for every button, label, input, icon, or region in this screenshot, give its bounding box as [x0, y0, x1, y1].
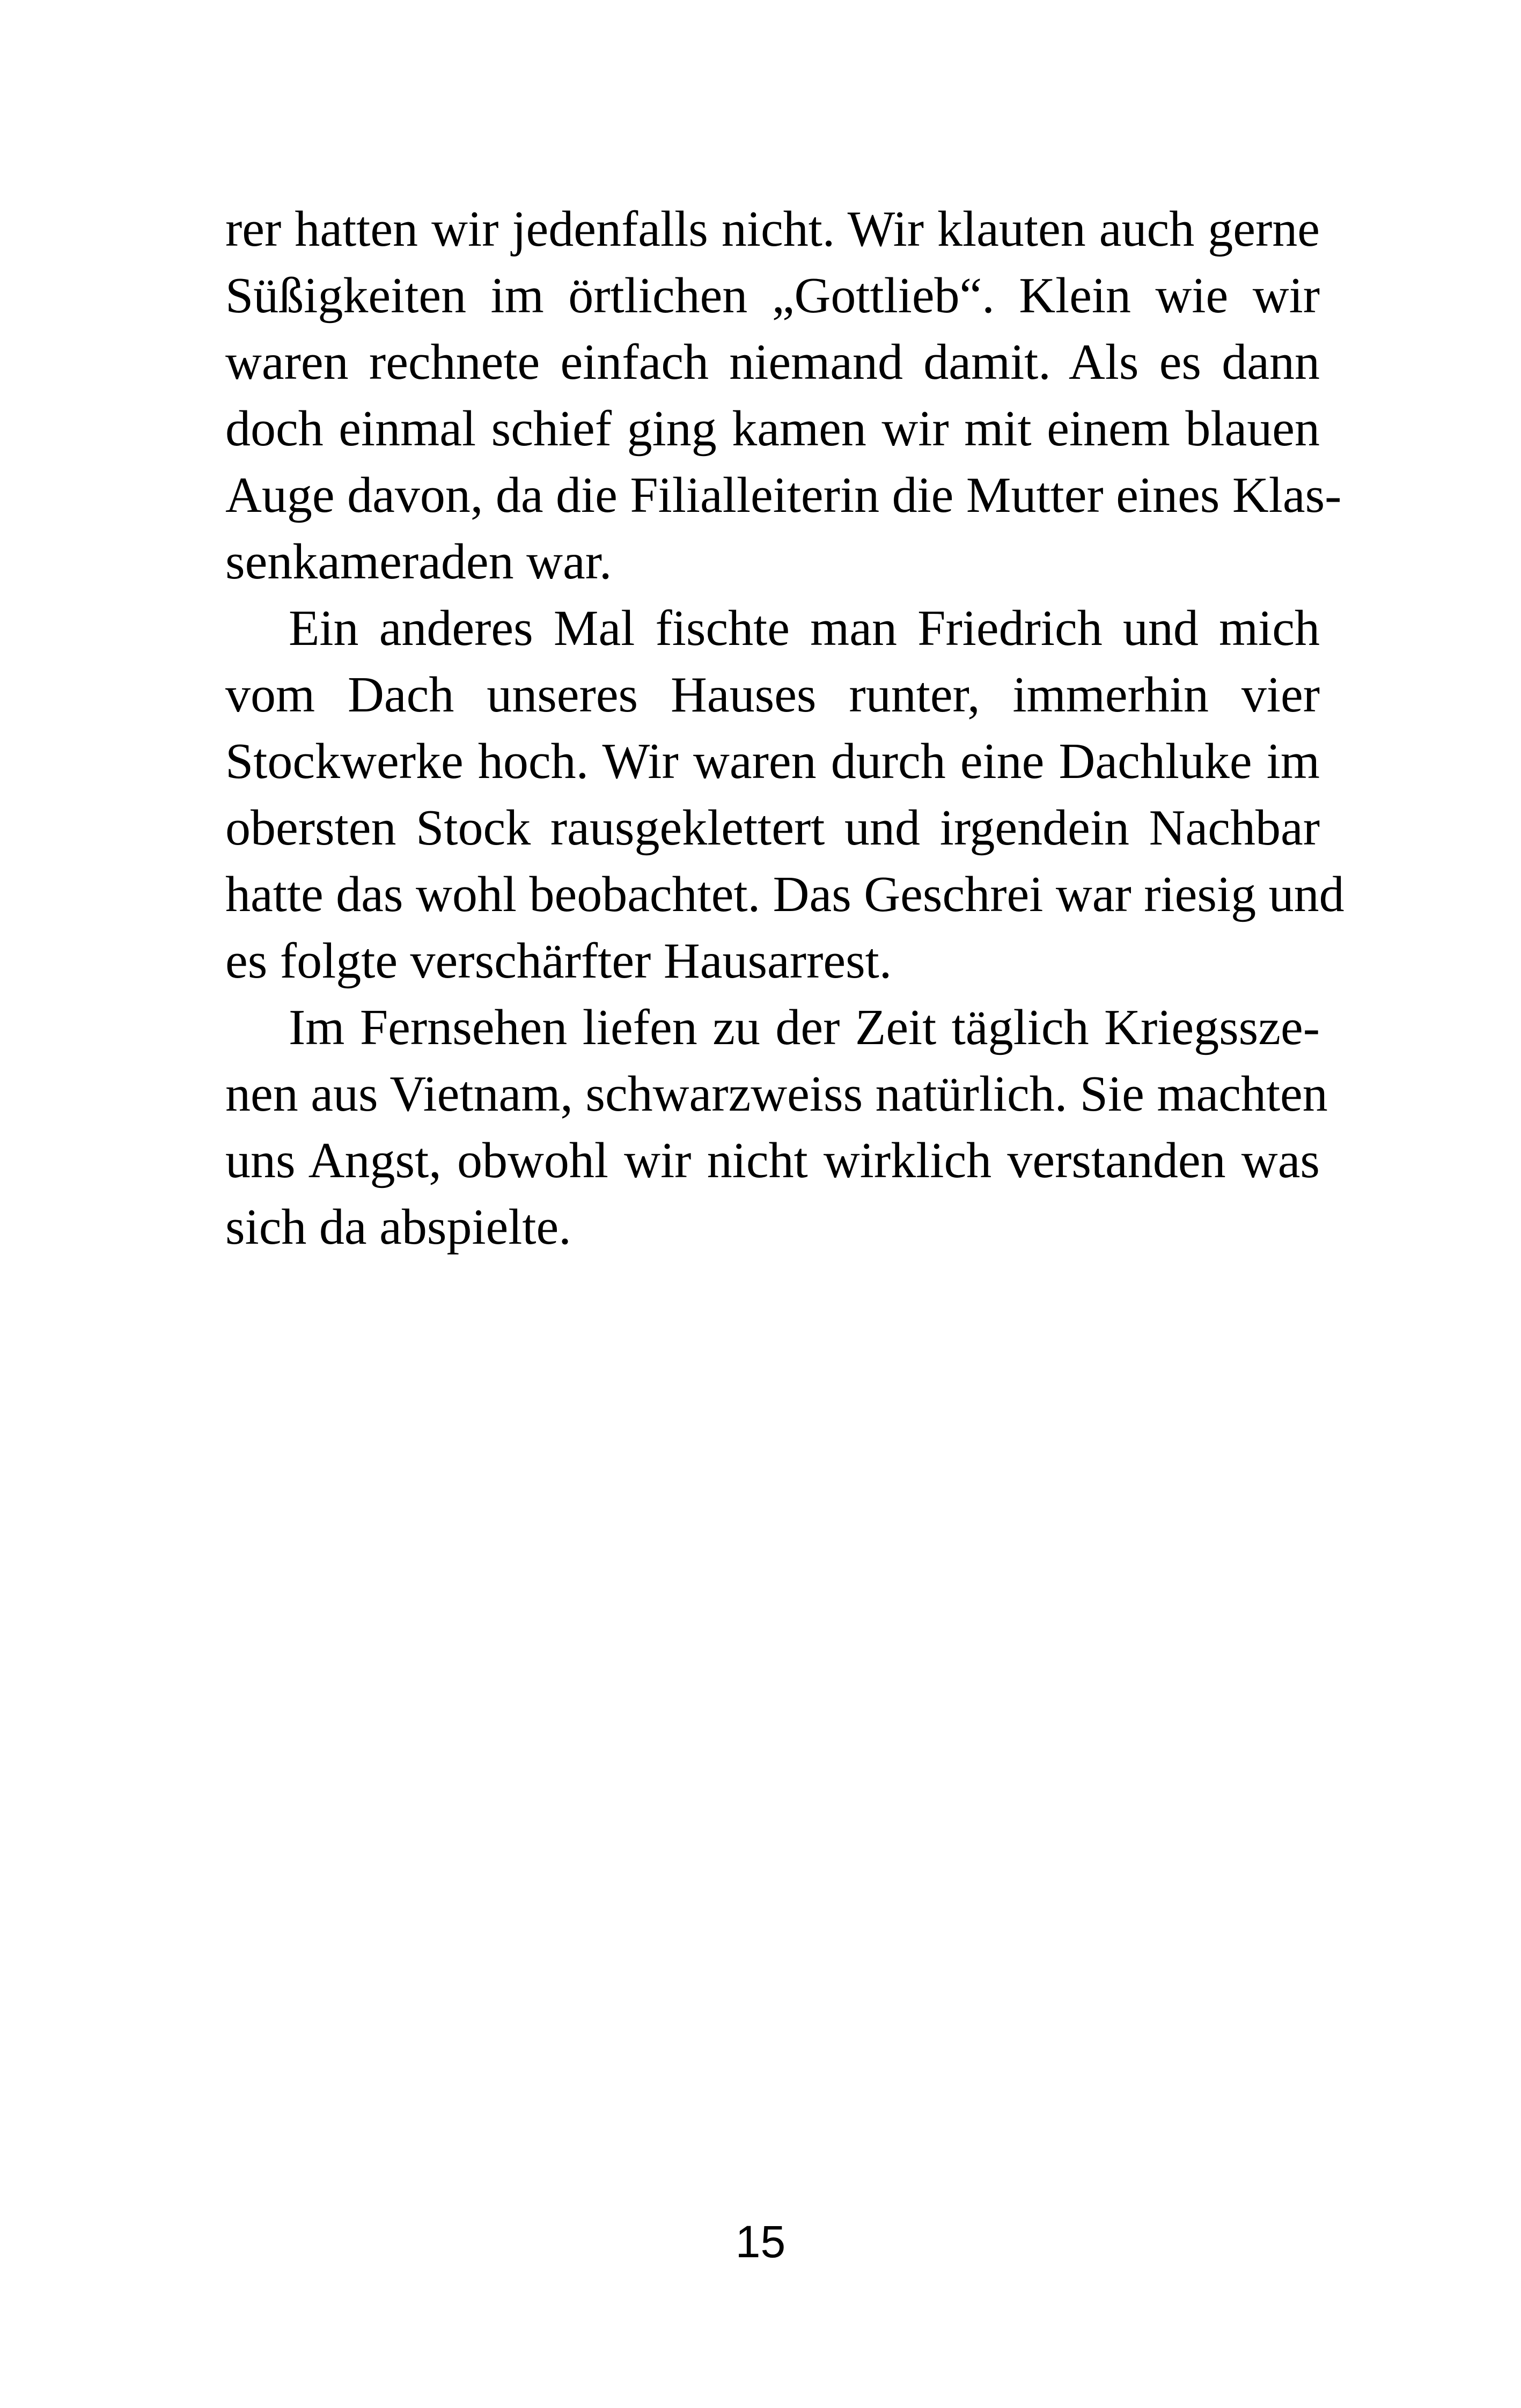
text-line: vom Dach unseres Hauses runter, immerhin vier [225, 667, 1320, 723]
text-line: Im Fernsehen liefen zu der Zeit täglich Kriegssze- [289, 1000, 1320, 1055]
text-line: Auge davon, da die Filialleiterin die Mutter eines Klas- [225, 467, 1342, 523]
text-line: es folgte verschärfter Hausarrest. [225, 933, 892, 989]
text-line: Süßigkeiten im örtlichen „Gottlieb“. Klein wie wir [225, 268, 1320, 324]
text-line: nen aus Vietnam, schwarzweiss natürlich. Sie machten [225, 1066, 1328, 1122]
text-line: rer hatten wir jedenfalls nicht. Wir klauten auch gerne [225, 201, 1320, 257]
paragraph-3 [225, 994, 1328, 1260]
text-line: sich da abspielte. [225, 1199, 571, 1255]
text-line: Stockwerke hoch. Wir waren durch eine Dachluke im [225, 733, 1320, 789]
page-number: 15 [735, 2216, 786, 2267]
text-line: obersten Stock rausgeklettert und irgendein Nachbar [225, 800, 1320, 856]
paragraph-1 [225, 196, 1342, 595]
text-line: doch einmal schief ging kamen wir mit einem blauen [225, 401, 1320, 457]
text-line: Ein anderes Mal fischte man Friedrich und mich [289, 600, 1320, 656]
text-line: waren rechnete einfach niemand damit. Als es dann [225, 334, 1320, 390]
body-text [225, 196, 1344, 1260]
paragraph-2 [225, 595, 1344, 994]
text-line: senkameraden war. [225, 534, 612, 590]
text-line: hatte das wohl beobachtet. Das Geschrei war riesig und [225, 867, 1344, 922]
text-line: uns Angst, obwohl wir nicht wirklich verstanden was [225, 1133, 1320, 1188]
